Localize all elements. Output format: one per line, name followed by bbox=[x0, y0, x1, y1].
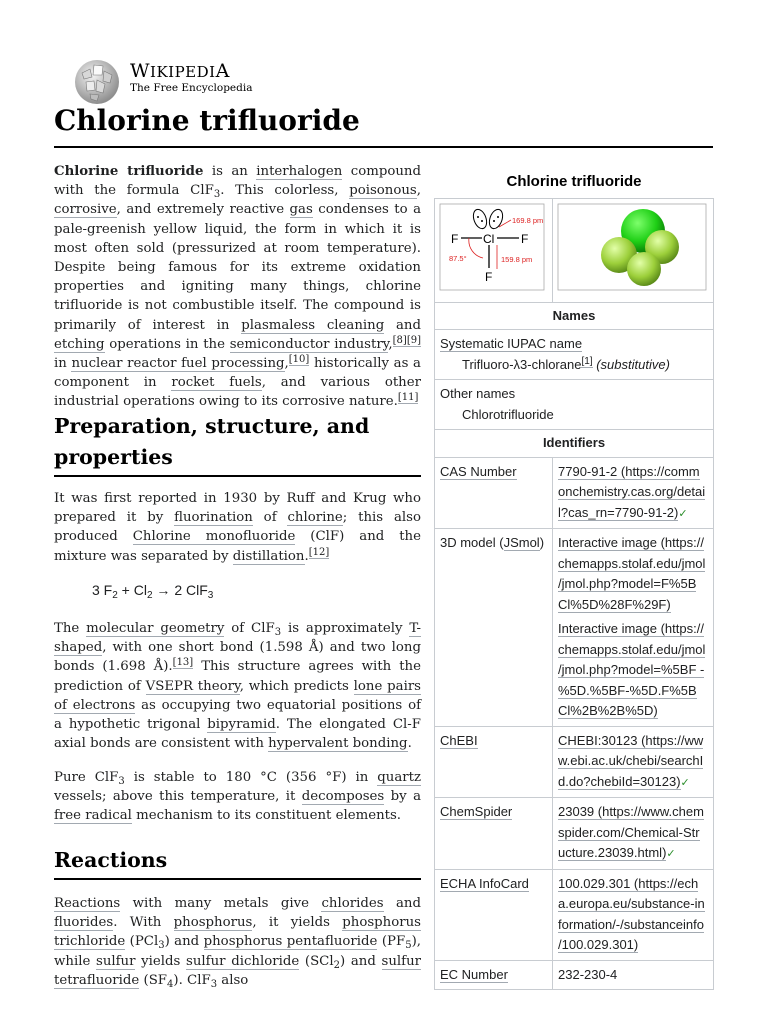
bond-length-169: 169.8 pm bbox=[512, 216, 544, 225]
link-phosphorus[interactable]: phosphorus bbox=[173, 915, 253, 931]
atom-f-right: F bbox=[521, 232, 529, 246]
atom-cl: Cl bbox=[483, 232, 495, 246]
link-quartz[interactable]: quartz bbox=[377, 770, 421, 785]
iupac-value: Trifluoro-λ3-chlorane bbox=[462, 356, 582, 372]
iupac-name-cell bbox=[435, 330, 714, 380]
structure-diagram-cell bbox=[435, 199, 553, 303]
link-corrosive[interactable]: corrosive bbox=[54, 202, 117, 218]
link-etching[interactable]: etching bbox=[54, 336, 105, 352]
wikipedia-wordmark[interactable]: WIKIPEDIA The Free Encyclopedia bbox=[130, 60, 253, 94]
identifiers-header: Identifiers bbox=[435, 430, 714, 458]
infobox-caption: Chlorine trifluoride bbox=[506, 173, 642, 190]
link-nuclear-reactor-fuel-processing[interactable]: nuclear reactor fuel processing bbox=[71, 356, 285, 372]
infobox bbox=[434, 198, 714, 990]
other-names-cell bbox=[435, 380, 714, 430]
preparation-paragraph: It was first reported in 1930 by Ruff and Krug who prepared it by fluorination of chlorine; this also produced Chlorine monofluoride (ClF) and the mixture was separated by distillation.[12] bbox=[54, 491, 421, 564]
link-decomposes[interactable]: decomposes bbox=[301, 789, 385, 805]
check-icon: ✓ bbox=[666, 848, 676, 860]
link-poisonous[interactable]: poisonous bbox=[349, 183, 417, 199]
section-heading-reactions: Reactions bbox=[54, 848, 168, 872]
link-phosphorus-pentafluoride[interactable]: phosphorus pentafluoride bbox=[203, 934, 378, 950]
jsmol-link[interactable]: JSmol bbox=[503, 535, 540, 550]
cas-number-link[interactable]: CAS Number bbox=[440, 463, 517, 479]
chemical-equation: 3 $F_2 + Cl_2 \to 2$ ClF$_3$ bbox=[92, 582, 214, 601]
chemspider-value-link[interactable]: 23039 (https://www.chem spider.com/Chemical-Str ucture.23039.html) bbox=[558, 804, 704, 860]
ref-11[interactable]: [11] bbox=[397, 392, 419, 404]
link-chlorine[interactable]: chlorine bbox=[287, 510, 343, 526]
link-phosphorus-trichloride[interactable]: phosphorus trichloride bbox=[54, 915, 421, 950]
link-semiconductor-industry[interactable]: semiconductor industry bbox=[229, 336, 389, 352]
structure-diagram[interactable] bbox=[439, 203, 545, 291]
link-rocket-fuels[interactable]: rocket fuels bbox=[171, 375, 262, 391]
link-t-shaped[interactable]: T-shaped bbox=[54, 621, 421, 656]
link-lone-pairs[interactable]: lone pairs of electrons bbox=[54, 678, 421, 713]
cas-value-link[interactable]: 7790-91-2 (https://comm onchemistry.cas.org/detai l?cas_rn=7790-91-2) bbox=[558, 463, 706, 520]
link-plasmaless-cleaning[interactable]: plasmaless cleaning bbox=[241, 317, 385, 333]
bond-length-159: 159.8 pm bbox=[501, 255, 533, 264]
ref-12[interactable]: [12] bbox=[308, 546, 330, 558]
intro-paragraph: Chlorine trifluoride is an interhalogen compound with the formula ClF$_3$. This colorless, poisonous, corrosive, and extremely reactive gas condenses to a pale-greenish yellow liquid, the form in which it is most often sold (pressurized at room temperature). Despite being famous for its extreme oxidation properties and igniting many things, chlorine trifluoride is not combustible itself. The compound is primarily of interest in plasmaless cleaning and etching operations in the semiconductor industry,[8][9] in nuclear reactor fuel processing,[10] historically as a component in rocket fuels, and various other industrial operations owing to its corrosive nature.[11] bbox=[54, 164, 422, 410]
spacefill-model-image[interactable] bbox=[557, 203, 707, 291]
stability-paragraph: Pure ClF$_3$ is stable to 180 °C (356 °F) in quartz vessels; above this temperature, it decomposes by a free radical mechanism to its constituent elements. bbox=[54, 770, 422, 824]
link-fluorination[interactable]: fluorination bbox=[174, 510, 253, 526]
section-divider bbox=[54, 878, 421, 880]
iupac-ref[interactable]: [1] bbox=[581, 355, 593, 367]
iupac-note: (substitutive) bbox=[596, 356, 670, 372]
ec-number-link[interactable]: EC Number bbox=[440, 966, 508, 982]
ref-10[interactable]: [10] bbox=[288, 354, 310, 366]
section-divider bbox=[54, 475, 421, 477]
atom-f-left: F bbox=[451, 232, 459, 246]
title-divider bbox=[54, 146, 713, 148]
link-chlorine-monofluoride[interactable]: Chlorine monofluoride bbox=[132, 529, 296, 545]
ref-8-9[interactable]: [8][9] bbox=[392, 334, 421, 346]
interactive-image-link-1[interactable]: Interactive image (https:// chemapps.stolaf.edu/jmol /jmol.php?model=F%5B Cl%5D%28F%29F) bbox=[558, 535, 706, 612]
link-bipyramid[interactable]: bipyramid bbox=[207, 717, 276, 733]
section-reactions bbox=[54, 845, 421, 880]
link-interhalogen[interactable]: interhalogen bbox=[256, 164, 343, 179]
names-header: Names bbox=[435, 302, 714, 330]
link-molecular-geometry[interactable]: molecular geometry bbox=[86, 621, 225, 636]
atom-f-bottom: F bbox=[485, 270, 493, 284]
spacefill-model-cell bbox=[553, 199, 714, 303]
link-sulfur-tetrafluoride[interactable]: sulfur tetrafluoride bbox=[54, 953, 421, 988]
section-heading-preparation: Preparation, structure, and properties bbox=[54, 414, 370, 469]
reactions-paragraph: Reactions with many metals give chlorides and fluorides. With phosphorus, it yields phosphorus trichloride (PCl$_3$) and phosphorus pentafluoride $(PF_5)$, while sulfur yields sulfur dichloride (SCl$_2$) and sulfur tetrafluoride $(SF_4)$. ClF$_3$ also bbox=[54, 896, 422, 990]
link-free-radical[interactable]: free radical bbox=[54, 808, 132, 824]
other-names-value: Chlorotrifluoride bbox=[462, 406, 554, 422]
link-chlorides[interactable]: chlorides bbox=[321, 896, 384, 911]
bond-angle: 87.5° bbox=[449, 254, 467, 263]
check-icon: ✓ bbox=[680, 776, 690, 789]
link-fluorides[interactable]: fluorides bbox=[54, 915, 114, 931]
link-sulfur-dichloride[interactable]: sulfur dichloride bbox=[186, 953, 300, 969]
chebi-value-link[interactable]: CHEBI:30123 (https://ww w.ebi.ac.uk/chebi/searchI d.do?chebiId=30123) bbox=[558, 732, 704, 789]
iupac-label-link[interactable]: Systematic IUPAC name bbox=[440, 336, 583, 351]
link-hypervalent-bonding[interactable]: hypervalent bonding bbox=[268, 736, 408, 752]
chemspider-link[interactable]: ChemSpider bbox=[440, 804, 513, 819]
other-names-label: Other names bbox=[440, 386, 516, 401]
tagline: The Free Encyclopedia bbox=[130, 82, 253, 94]
link-vsepr-theory[interactable]: VSEPR theory bbox=[145, 678, 240, 694]
page-title: Chlorine trifluoride bbox=[54, 104, 360, 137]
ec-number-value: 232-230-4 bbox=[553, 960, 714, 990]
section-preparation bbox=[54, 411, 421, 477]
link-reactions[interactable]: Reactions bbox=[54, 896, 121, 911]
interactive-image-link-2[interactable]: Interactive image (https:// chemapps.stolaf.edu/jmol /jmol.php?model=%5BF -%5D.%5BF-%5D.F%5B Cl%2B%2B%5D) bbox=[558, 621, 706, 718]
3d-model-label: 3D model (JSmol) bbox=[435, 529, 553, 727]
ref-13[interactable]: [13] bbox=[172, 657, 194, 669]
link-gas[interactable]: gas bbox=[289, 202, 313, 218]
chebi-link[interactable]: ChEBI bbox=[440, 732, 478, 748]
wikipedia-globe-logo[interactable] bbox=[72, 57, 122, 105]
check-icon: ✓ bbox=[678, 507, 688, 520]
structure-paragraph: The molecular geometry of ClF$_3$ is approximately T-shaped, with one short bond (1.598 Å) and two long bonds (1.698 Å).[13] This structure agrees with the prediction of VSEPR theory, which predicts lone pairs of electrons as occupying two equatorial positions of a hypothetic trigonal bipyramid. The elongated Cl-F axial bonds are consistent with hypervalent bonding. bbox=[54, 621, 421, 752]
echa-infocard-link[interactable]: ECHA InfoCard bbox=[440, 875, 529, 891]
link-sulfur[interactable]: sulfur bbox=[96, 953, 136, 969]
link-distillation[interactable]: distillation bbox=[232, 548, 305, 564]
echa-value-link[interactable]: 100.029.301 (https://ech a.europa.eu/substance-in formation/-/substanceinfo /100.029.301) bbox=[558, 875, 705, 952]
